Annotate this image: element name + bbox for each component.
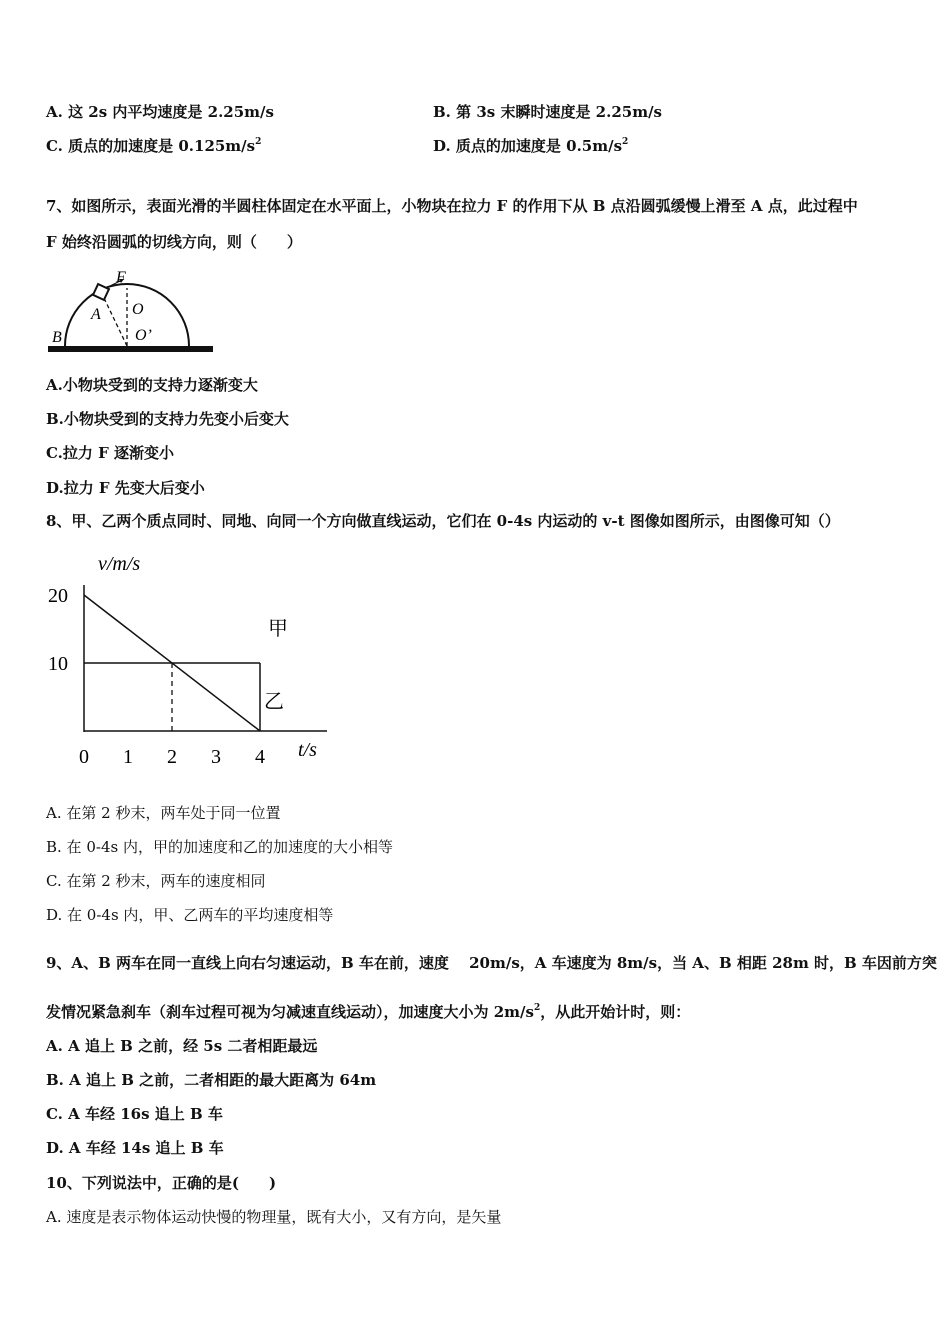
y-axis-label: v/m/s [98, 553, 141, 575]
q10-option-a: A. 速度是表示物体运动快慢的物理量，既有大小，又有方向，是矢量 [46, 1208, 502, 1226]
q6-option-d: D. 质点的加速度是 $0.5m/s^2$ [433, 137, 629, 155]
q8-option-d: D. 在 0-4s 内，甲、乙两车的平均速度相等 [46, 906, 334, 924]
q9-option-b: B. A 追上 B 之前，二者相距的最大距离为 64m [46, 1071, 377, 1089]
ground [48, 346, 213, 352]
q10-stem: 10、下列说法中，正确的是( ) [46, 1174, 277, 1192]
radius-line-a [103, 296, 127, 346]
q8-option-b: B. 在 0-4s 内，甲的加速度和乙的加速度的大小相等 [46, 838, 393, 856]
q7-option-a: A.小物块受到的支持力逐渐变大 [46, 376, 258, 394]
label-o: O [132, 301, 144, 318]
label-f: F [116, 269, 126, 286]
q9-option-d: D. A 车经 14s 追上 B 车 [46, 1139, 224, 1157]
q7-stem-line1: 7、如图所示，表面光滑的半圆柱体固定在水平面上，小物块在拉力 F 的作用下从 B 点沿圆弧缓慢上滑至 A 点，此过程中 [46, 197, 858, 215]
x-axis-label: t/s [298, 739, 317, 761]
label-b: B [52, 329, 62, 346]
q9-stem-line1: 9、A、B 两车在同一直线上向右匀速运动，B 车在前，速度 20m/s，A 车速度为 8m/s，当 A、B 相距 28m 时，B 车因前方突 [46, 954, 937, 972]
q9-option-a: A. A 追上 B 之前，经 5s 二者相距最远 [46, 1037, 318, 1055]
x-tick-label: 2 [167, 746, 177, 768]
x-tick-label: 4 [255, 746, 265, 768]
q7-stem-line2: F 始终沿圆弧的切线方向，则（ ） [46, 233, 302, 251]
series-label-yi: 乙 [264, 691, 284, 713]
q8-option-a: A. 在第 2 秒末，两车处于同一位置 [46, 804, 281, 822]
x-tick-label: 0 [79, 746, 89, 768]
q7-option-c: C.拉力 F 逐渐变小 [46, 444, 174, 462]
q7-option-d: D.拉力 F 先变大后变小 [46, 479, 205, 497]
q6-option-c: C. 质点的加速度是 $0.125m/s^2$ [46, 137, 262, 155]
series-label-jia: 甲 [268, 618, 288, 640]
x-tick-label: 3 [211, 746, 221, 768]
q8-stem: 8、甲、乙两个质点同时、同地、向同一个方向做直线运动，它们在 0-4s 内运动的 v-t 图像如图所示，由图像可知（） [46, 512, 840, 530]
q9-stem-line2: 发情况紧急刹车（刹车过程可视为匀减速直线运动），加速度大小为 $2m/s^2$，从此开始计时，则： [46, 1003, 691, 1021]
q8-vt-chart [40, 545, 340, 775]
q6-option-b: B. 第 3s 末瞬时速度是 2.25m/s [433, 103, 662, 121]
q9-option-c: C. A 车经 16s 追上 B 车 [46, 1105, 223, 1123]
label-a: A [91, 306, 101, 323]
q6-option-a: A. 这 2s 内平均速度是 2.25m/s [46, 103, 274, 121]
label-o-prime: O’ [135, 327, 152, 344]
y-tick-label: 10 [48, 653, 68, 675]
x-tick-label: 1 [123, 746, 133, 768]
q7-option-b: B.小物块受到的支持力先变小后变大 [46, 410, 289, 428]
y-tick-label: 20 [48, 585, 68, 607]
q7-semicircle-figure [44, 266, 216, 358]
q8-option-c: C. 在第 2 秒末，两车的速度相同 [46, 872, 266, 890]
